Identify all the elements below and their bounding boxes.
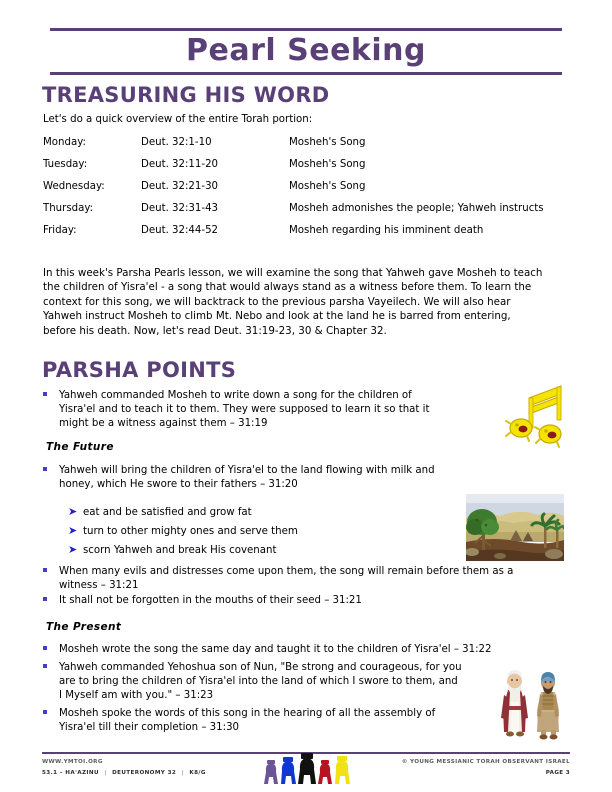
table-row bbox=[43, 158, 563, 180]
list-item bbox=[43, 594, 548, 608]
table-row bbox=[43, 202, 563, 224]
bullet-text: Yahweh commanded Mosheh to write down a song for the children of Yisra'el and to teach it to them. They were supposed to learn it so that it might be a witness against them – 31:19 bbox=[59, 390, 430, 430]
section-heading-treasuring-his-word: TREASURING HIS WORD bbox=[42, 83, 330, 107]
bullet-marker-icon bbox=[43, 467, 47, 471]
footer-left-block bbox=[42, 757, 206, 778]
bullet-marker-icon bbox=[43, 664, 47, 668]
schedule-description: Mosheh's Song bbox=[289, 137, 366, 148]
bullet-text: Yahweh commanded Yehoshua son of Nun, "Be strong and courageous, for you are to bring the children of Yisra'el into the land of which I swore to them, and I Myself am with you." – 31:23 bbox=[59, 662, 462, 702]
reading-schedule-table bbox=[43, 136, 563, 246]
list-item bbox=[68, 543, 398, 558]
masthead bbox=[50, 28, 562, 75]
footer-page-number: PAGE 3 bbox=[545, 769, 570, 776]
footer-lesson: 53.1 – HA'AZINU bbox=[42, 769, 99, 776]
schedule-reference: Deut. 32:44-52 bbox=[141, 225, 219, 236]
schedule-description: Mosheh's Song bbox=[289, 181, 366, 192]
arrow-bullet-icon: ➤ bbox=[68, 543, 78, 556]
bullet-marker-icon bbox=[43, 597, 47, 601]
bullet-marker-icon bbox=[43, 568, 47, 572]
footer-right-block bbox=[402, 757, 570, 778]
bullet-marker-icon bbox=[43, 646, 47, 650]
table-row bbox=[43, 180, 563, 202]
footer-grade: K8/G bbox=[189, 769, 206, 776]
organization-logo bbox=[262, 752, 352, 786]
subheading-the-future: The Future bbox=[46, 441, 114, 453]
list-item bbox=[68, 505, 398, 520]
arrow-bullet-icon: ➤ bbox=[68, 505, 78, 518]
footer-book: DEUTERONOMY 32 bbox=[112, 769, 177, 776]
two-men-image bbox=[495, 662, 567, 747]
sub-bullet-text: scorn Yahweh and break His covenant bbox=[83, 545, 277, 556]
arrow-bullet-icon: ➤ bbox=[68, 524, 78, 537]
schedule-day: Monday: bbox=[43, 137, 86, 148]
list-item bbox=[43, 661, 463, 703]
schedule-day: Tuesday: bbox=[43, 159, 88, 170]
table-row bbox=[43, 136, 563, 158]
overview-intro-line: Let's do a quick overview of the entire Torah portion: bbox=[43, 114, 313, 125]
list-item bbox=[43, 389, 443, 431]
page-title: Pearl Seeking bbox=[186, 33, 426, 68]
bullet-text: It shall not be forgotten in the mouths of their seed – 31:21 bbox=[59, 595, 362, 606]
schedule-description: Mosheh's Song bbox=[289, 159, 366, 170]
list-item bbox=[43, 464, 438, 492]
bullet-text: Yahweh will bring the children of Yisra'el to the land flowing with milk and honey, which He swore to their fathers – 31:20 bbox=[59, 465, 435, 491]
schedule-reference: Deut. 32:21-30 bbox=[141, 181, 219, 192]
schedule-description: Mosheh admonishes the people; Yahweh instructs bbox=[289, 203, 544, 214]
footer-lesson-line bbox=[42, 768, 206, 779]
list-item bbox=[68, 524, 398, 539]
bullet-marker-icon bbox=[43, 710, 47, 714]
footer-separator: | bbox=[181, 769, 184, 776]
schedule-description: Mosheh regarding his imminent death bbox=[289, 225, 484, 236]
landscape-image bbox=[466, 494, 564, 561]
schedule-day: Friday: bbox=[43, 225, 77, 236]
list-item bbox=[43, 643, 548, 657]
schedule-reference: Deut. 32:11-20 bbox=[141, 159, 219, 170]
schedule-day: Wednesday: bbox=[43, 181, 105, 192]
section-heading-parsha-points: PARSHA POINTS bbox=[42, 358, 237, 382]
musical-notes-image bbox=[505, 382, 567, 452]
subheading-the-present: The Present bbox=[46, 621, 122, 633]
lesson-intro-paragraph: In this week's Parsha Pearls lesson, we will examine the song that Yahweh gave Mosheh to teach the children of Yisra'el - a song that would always stand as a witness before them. To learn the context for this song, we will backtrack to the previous parsha Vayeilech. We will also hear Yahweh instruct Mosheh to climb Mt. Nebo and look at the land he is barred from entering, before his death. Now, let's read Deut. 31:19-23, 30 & Chapter 32. bbox=[43, 267, 543, 337]
list-item bbox=[43, 565, 548, 593]
table-row bbox=[43, 224, 563, 246]
sub-bullet-text: eat and be satisfied and grow fat bbox=[83, 507, 252, 518]
footer-copyright: © YOUNG MESSIANIC TORAH OBSERVANT ISRAEL bbox=[401, 759, 570, 765]
masthead-bottom-rule bbox=[50, 72, 562, 75]
footer-website[interactable]: WWW.YMTOI.ORG bbox=[42, 759, 103, 765]
list-item bbox=[43, 707, 463, 735]
bullet-text: Mosheh wrote the song the same day and taught it to the children of Yisra'el – 31:22 bbox=[59, 644, 492, 655]
schedule-day: Thursday: bbox=[43, 203, 94, 214]
schedule-reference: Deut. 32:1-10 bbox=[141, 137, 212, 148]
bullet-marker-icon bbox=[43, 392, 47, 396]
bullet-text: Mosheh spoke the words of this song in the hearing of all the assembly of Yisra'el till their completion – 31:30 bbox=[59, 708, 436, 734]
schedule-reference: Deut. 32:31-43 bbox=[141, 203, 219, 214]
reading-schedule-body bbox=[43, 136, 563, 246]
sub-bullet-text: turn to other mighty ones and serve them bbox=[83, 526, 298, 537]
bullet-text: When many evils and distresses come upon them, the song will remain before them as a witness – 31:21 bbox=[59, 566, 514, 592]
footer-separator: | bbox=[104, 769, 107, 776]
